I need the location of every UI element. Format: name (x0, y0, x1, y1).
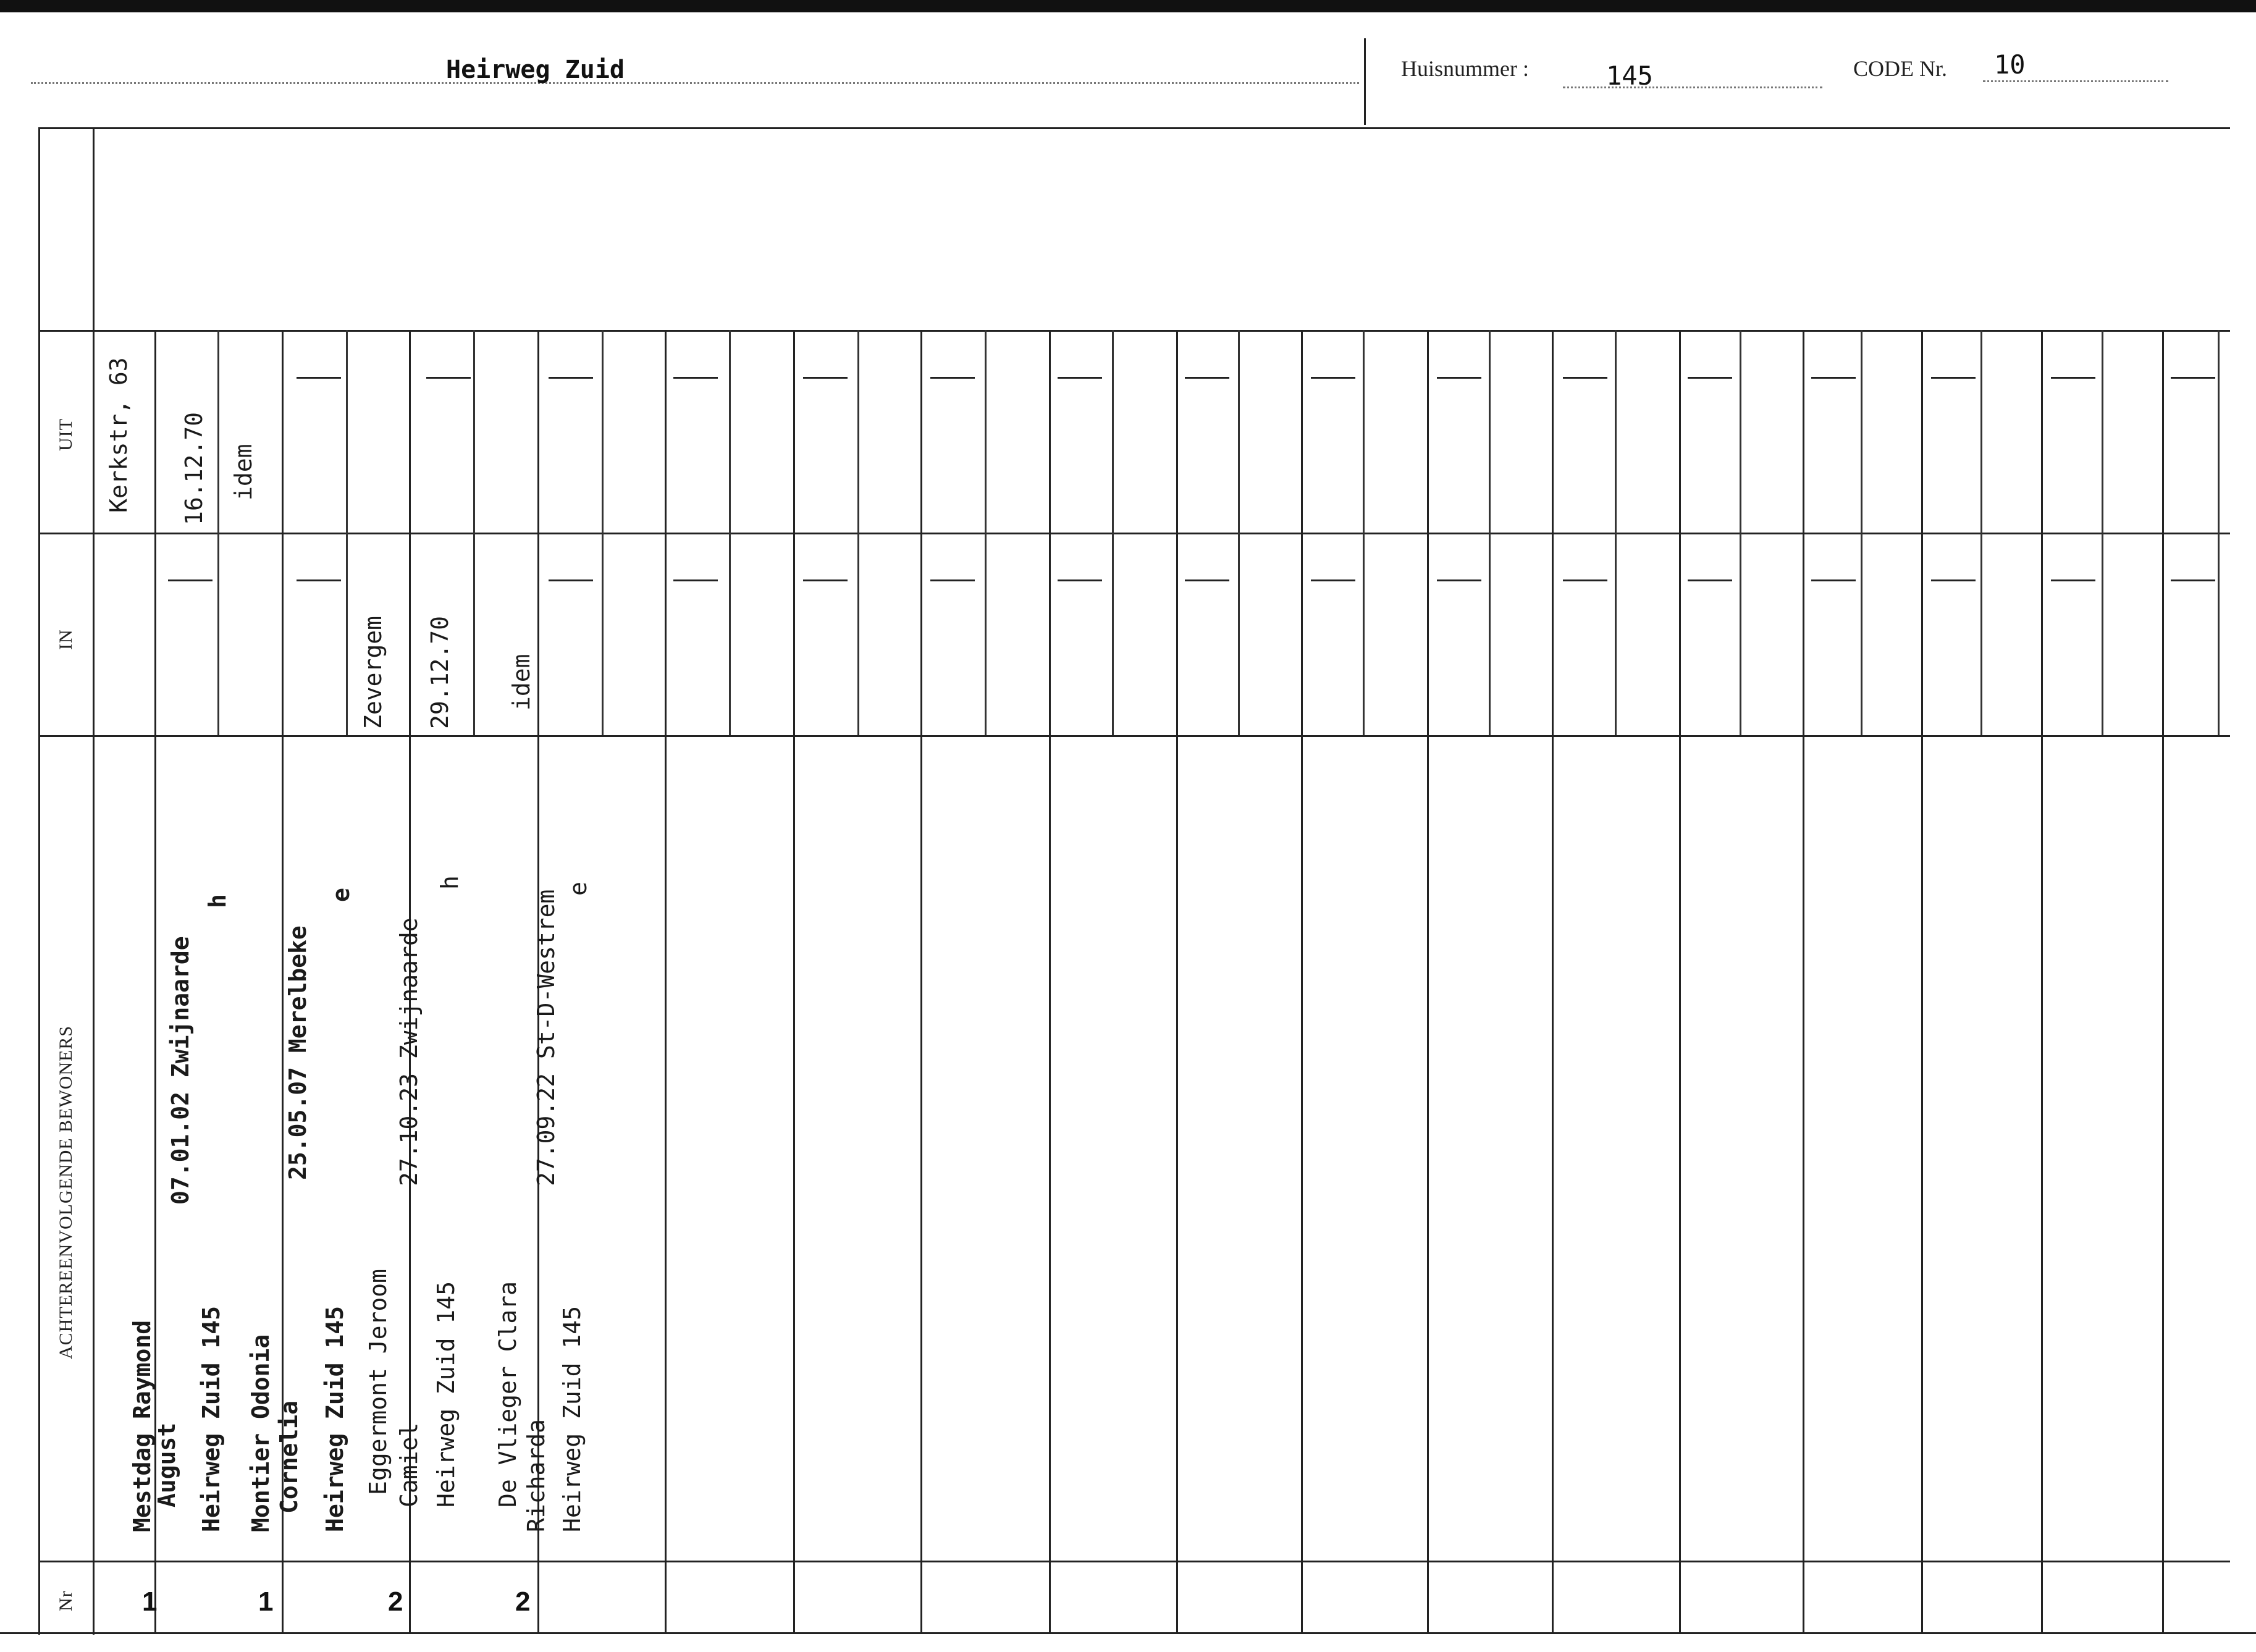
resident-2-address: Heirweg Zuid 145 (321, 1305, 348, 1532)
uit-empty-dash-6 (1311, 377, 1355, 379)
nr-top-divider (38, 1561, 2230, 1562)
section-label-bewoners: ACHTEREENVOLGENDE BEWONERS (56, 1025, 76, 1359)
column-line-minor-6 (857, 330, 859, 735)
column-line-minor-15 (1980, 330, 1982, 735)
uit-empty-dash-11 (1931, 377, 1976, 379)
column-line-major-9 (1176, 330, 1178, 1632)
column-line-minor-9 (1238, 330, 1240, 735)
column-line-minor-12 (1615, 330, 1617, 735)
column-line-major-8 (1049, 330, 1051, 1632)
resident-4-address: Heirweg Zuid 145 (558, 1305, 586, 1532)
column-line-minor-14 (1861, 330, 1862, 735)
section-label-in: IN (56, 629, 76, 650)
street-dotted-line (31, 82, 1359, 84)
column-line-minor-2 (346, 330, 348, 735)
in-empty-dash-3 (930, 579, 975, 581)
uit-empty-dash-4 (1058, 377, 1102, 379)
resident-2-name-line2: Cornelia (276, 1400, 303, 1514)
column-line-major-5 (665, 330, 667, 1632)
resident-3-name-line1: Eggermont Jeroom (364, 1268, 392, 1495)
in-empty-dash-11 (1931, 579, 1976, 581)
resident-4-in-date-dash (549, 579, 593, 581)
resident-3-address: Heirweg Zuid 145 (432, 1281, 460, 1507)
column-line-major-7 (920, 330, 922, 1632)
column-line-minor-13 (1740, 330, 1741, 735)
column-line-minor-17 (2218, 330, 2220, 735)
column-line-minor-8 (1112, 330, 1114, 735)
uit-empty-dash-2 (803, 377, 848, 379)
column-line-major-13 (1679, 330, 1681, 1632)
huisnummer-value: 145 (1606, 61, 1653, 91)
resident-3-in-date: 29.12.70 (426, 615, 453, 729)
uit-top-divider (38, 330, 2230, 332)
uit-empty-dash-13 (2171, 377, 2215, 379)
uit-empty-dash-12 (2051, 377, 2095, 379)
in-empty-dash-5 (1185, 579, 1229, 581)
section-label-nr: Nr (56, 1590, 76, 1611)
column-line-minor-10 (1363, 330, 1365, 735)
resident-3-in-place: Zevergem (360, 615, 387, 729)
resident-2-in-date-dash (297, 579, 341, 581)
resident-1-uit-place: Kerkstr, 63 (105, 357, 132, 513)
resident-4-name-line1: De Vlieger Clara (494, 1281, 521, 1507)
uit-empty-dash-9 (1688, 377, 1732, 379)
column-line-minor-3 (473, 330, 475, 735)
uit-empty-dash-7 (1437, 377, 1481, 379)
resident-1-name-line1: Mestdag Raymond (128, 1320, 156, 1532)
uit-empty-dash-5 (1185, 377, 1229, 379)
in-empty-dash-1 (673, 579, 718, 581)
uit-empty-dash-10 (1811, 377, 1856, 379)
resident-4-in-place: idem (508, 654, 535, 710)
resident-3-dob-place: 27.10.23 Zwijnaarde (395, 917, 423, 1186)
grid-top-border (38, 127, 2230, 129)
huisnummer-dotted-line (1563, 86, 1822, 88)
resident-1-uit-date: 16.12.70 (180, 411, 208, 525)
uit-empty-dash-8 (1563, 377, 1607, 379)
column-line-major-12 (1552, 330, 1554, 1632)
column-line-major-17 (2162, 330, 2164, 1632)
grid-bottom-border (0, 1632, 2256, 1634)
resident-2-uit-date-dash (297, 377, 341, 379)
resident-3-sex: h (436, 875, 463, 890)
column-line-minor-7 (985, 330, 987, 735)
in-empty-dash-9 (1688, 579, 1732, 581)
in-empty-dash-7 (1437, 579, 1481, 581)
resident-4-dob-place: 27.09.22 St-D-Westrem (532, 889, 560, 1186)
column-line-major-16 (2041, 330, 2043, 1632)
in-empty-dash-6 (1311, 579, 1355, 581)
resident-4-nr: 2 (515, 1587, 531, 1617)
resident-3-uit-date-dash (426, 377, 471, 379)
resident-2-sex: e (327, 888, 355, 902)
code-value: 10 (1994, 49, 2026, 80)
in-empty-dash-12 (2051, 579, 2095, 581)
column-line-major-14 (1803, 330, 1804, 1632)
header-divider (1364, 38, 1366, 125)
in-top-divider (38, 533, 2230, 534)
column-line-minor-4 (602, 330, 604, 735)
resident-1-dob-place: 07.01.02 Zwijnaarde (167, 936, 194, 1205)
resident-3-nr: 2 (388, 1587, 403, 1617)
column-line-major-15 (1921, 330, 1923, 1632)
column-line-major-11 (1427, 330, 1429, 1632)
resident-4-name-line2: Richarda (523, 1418, 550, 1532)
uit-empty-dash-1 (673, 377, 718, 379)
resident-1-sex: h (204, 894, 231, 908)
resident-1-name-line2: August (153, 1422, 180, 1507)
label-column-divider (93, 127, 95, 1635)
column-line-minor-16 (2102, 330, 2103, 735)
resident-4-sex: e (565, 882, 592, 896)
grid-left-border (38, 127, 40, 1635)
resident-1-in-date-dash (168, 579, 213, 581)
code-label: CODE Nr. (1853, 56, 1947, 81)
column-line-major-10 (1301, 330, 1303, 1632)
code-dotted-line (1983, 80, 2168, 82)
uit-empty-dash-3 (930, 377, 975, 379)
in-empty-dash-10 (1811, 579, 1856, 581)
resident-2-nr: 1 (258, 1587, 274, 1617)
resident-4-uit-date-dash (549, 377, 593, 379)
in-empty-dash-2 (803, 579, 848, 581)
column-line-minor-1 (217, 330, 219, 735)
resident-1-address: Heirweg Zuid 145 (198, 1305, 225, 1532)
resident-2-name-line1: Montier Odonia (247, 1334, 274, 1532)
in-empty-dash-13 (2171, 579, 2215, 581)
huisnummer-label: Huisnummer : (1401, 56, 1529, 81)
section-label-uit: UIT (56, 418, 76, 451)
resident-1-nr: 1 (142, 1587, 158, 1617)
scan-top-edge (0, 0, 2256, 12)
in-empty-dash-8 (1563, 579, 1607, 581)
resident-3-name-line2: Camiel (395, 1422, 423, 1507)
resident-2-dob-place: 25.05.07 Merelbeke (284, 925, 311, 1180)
in-empty-dash-4 (1058, 579, 1102, 581)
column-line-minor-5 (729, 330, 731, 735)
column-line-major-6 (793, 330, 795, 1632)
column-line-minor-11 (1489, 330, 1491, 735)
bewoners-top-divider (38, 735, 2230, 737)
resident-2-uit-place: idem (230, 444, 257, 500)
street-name: Heirweg Zuid (446, 56, 625, 84)
